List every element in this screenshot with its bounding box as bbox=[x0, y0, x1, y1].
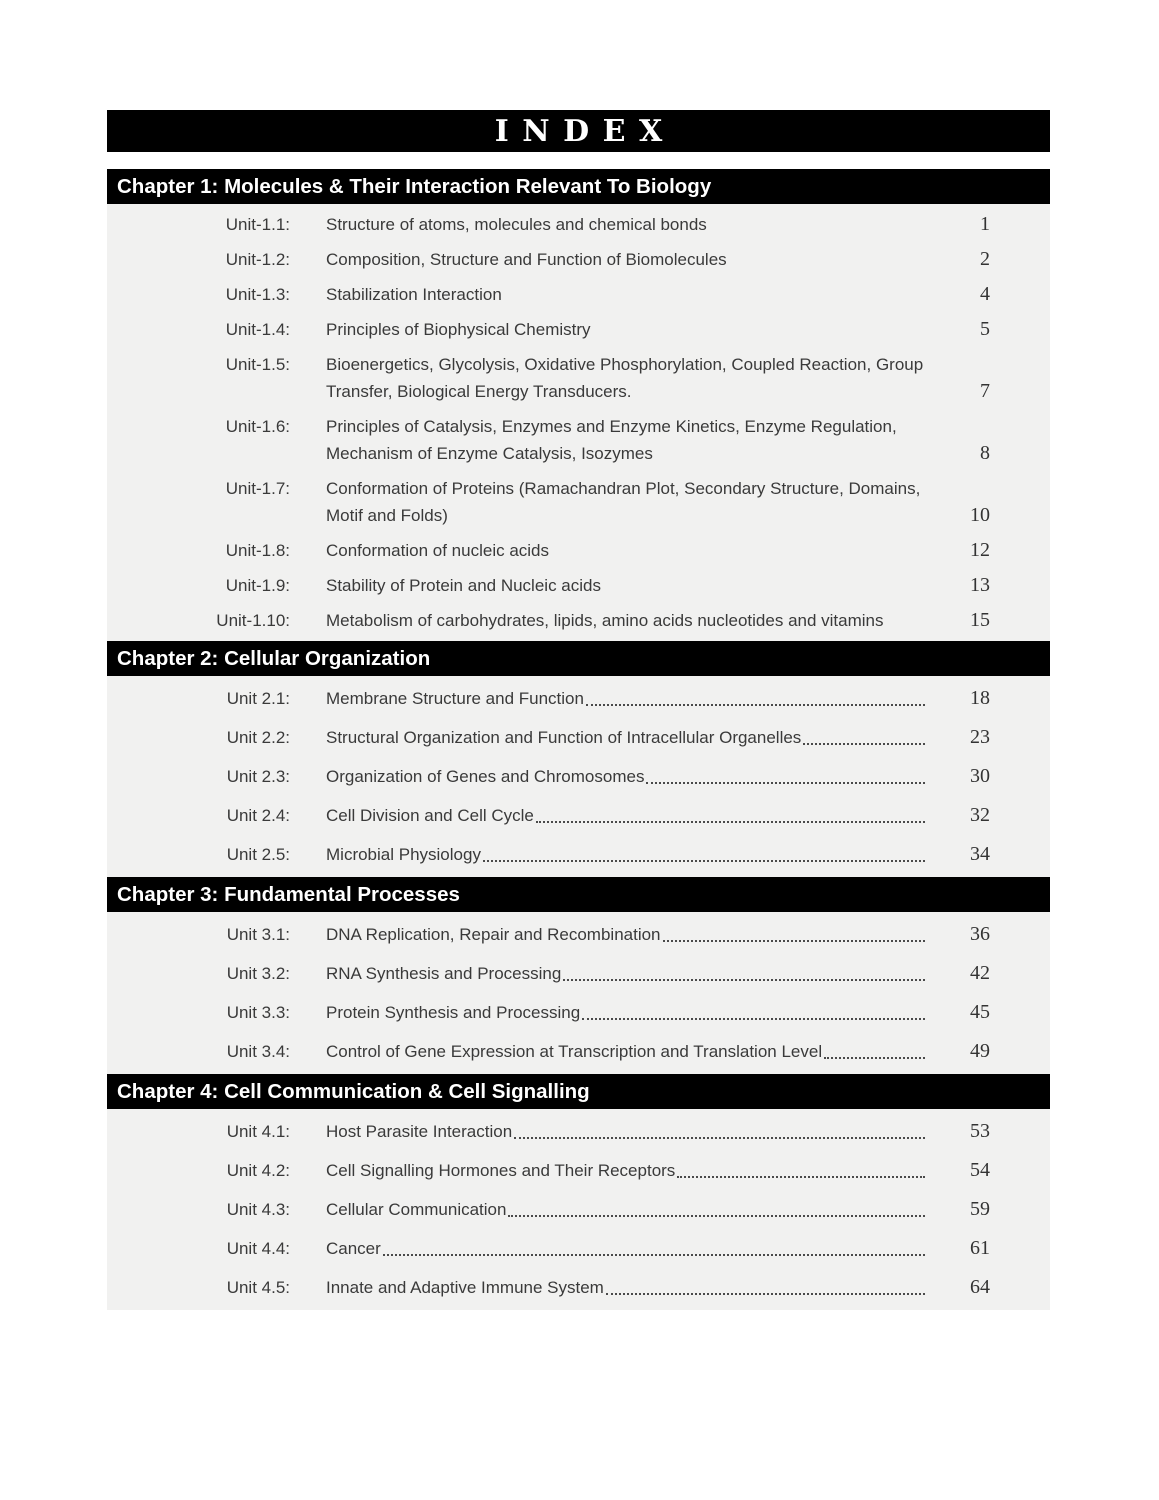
unit-title: Metabolism of carbohydrates, lipids, amino acids nucleotides and vitamins bbox=[326, 611, 884, 630]
page-number: 42 bbox=[970, 962, 990, 984]
unit-title: Stabilization Interaction bbox=[326, 285, 502, 304]
unit-row bbox=[107, 568, 1050, 603]
unit-row bbox=[107, 796, 1050, 835]
unit-title: Stability of Protein and Nucleic acids bbox=[326, 576, 601, 595]
page-number: 2 bbox=[980, 248, 990, 270]
page-number: 10 bbox=[970, 504, 990, 526]
page-number: 15 bbox=[970, 609, 990, 631]
unit-label: Unit-1.4: bbox=[225, 320, 290, 339]
dot-leader bbox=[483, 860, 925, 862]
unit-row bbox=[107, 1268, 1050, 1307]
chapter-units bbox=[107, 204, 1050, 641]
unit-title: Cellular Communication bbox=[326, 1200, 507, 1219]
unit-title: Microbial Physiology bbox=[326, 845, 481, 864]
unit-title: Conformation of nucleic acids bbox=[326, 541, 550, 560]
unit-label: Unit 3.3: bbox=[226, 1003, 290, 1022]
index-title-bar bbox=[107, 110, 1050, 152]
unit-label: Unit 2.1: bbox=[226, 689, 290, 708]
unit-row bbox=[107, 1229, 1050, 1268]
dot-leader bbox=[563, 979, 925, 981]
page-number: 64 bbox=[970, 1276, 990, 1298]
chapter-heading-bar bbox=[107, 641, 1050, 676]
unit-row bbox=[107, 347, 1050, 409]
dot-leader bbox=[824, 1057, 925, 1059]
dot-leader bbox=[536, 821, 925, 823]
unit-label: Unit-1.8: bbox=[225, 541, 290, 560]
chapter-units bbox=[107, 676, 1050, 877]
unit-entry bbox=[326, 763, 928, 790]
chapter-section bbox=[107, 169, 1050, 641]
unit-entry bbox=[326, 1235, 928, 1262]
unit-title: Conformation of Proteins (Ramachandran Plot, Secondary Structure, Domains, Motif and Folds) bbox=[326, 479, 921, 525]
unit-row bbox=[107, 312, 1050, 347]
dot-leader bbox=[508, 1215, 925, 1217]
unit-title: Membrane Structure and Function bbox=[326, 689, 584, 708]
page-number: 32 bbox=[970, 804, 990, 826]
unit-label: Unit-1.1: bbox=[225, 215, 290, 234]
chapter-heading-bar bbox=[107, 877, 1050, 912]
unit-entry bbox=[326, 1274, 928, 1301]
dot-leader bbox=[646, 782, 925, 784]
unit-entry bbox=[326, 413, 928, 467]
unit-entry bbox=[326, 1196, 928, 1223]
unit-title: RNA Synthesis and Processing bbox=[326, 964, 562, 983]
unit-label: Unit-1.7: bbox=[225, 479, 290, 498]
unit-row bbox=[107, 1190, 1050, 1229]
unit-label: Unit-1.5: bbox=[225, 355, 290, 374]
unit-label: Unit-1.10: bbox=[216, 611, 290, 630]
unit-entry bbox=[326, 316, 928, 343]
unit-row bbox=[107, 242, 1050, 277]
unit-entry bbox=[326, 724, 928, 751]
unit-row bbox=[107, 1032, 1050, 1071]
unit-entry bbox=[326, 1118, 928, 1145]
unit-entry bbox=[326, 607, 928, 634]
chapter-heading-bar bbox=[107, 169, 1050, 204]
unit-label: Unit 4.3: bbox=[226, 1200, 290, 1219]
unit-label: Unit 2.3: bbox=[226, 767, 290, 786]
unit-title: Host Parasite Interaction bbox=[326, 1122, 513, 1141]
chapter-heading-bar bbox=[107, 1074, 1050, 1109]
unit-title: Organization of Genes and Chromosomes bbox=[326, 767, 645, 786]
index-content-column bbox=[107, 110, 1050, 1310]
unit-row bbox=[107, 1112, 1050, 1151]
dot-leader bbox=[606, 1293, 925, 1295]
chapter-units bbox=[107, 1109, 1050, 1310]
chapter-units bbox=[107, 912, 1050, 1074]
unit-label: Unit 4.1: bbox=[226, 1122, 290, 1141]
unit-entry bbox=[326, 1157, 928, 1184]
unit-title: Principles of Catalysis, Enzymes and Enzyme Kinetics, Enzyme Regulation, Mechanism of Enzyme Catalysis, Isozymes bbox=[326, 417, 897, 463]
unit-label: Unit 4.4: bbox=[226, 1239, 290, 1258]
unit-entry bbox=[326, 999, 928, 1026]
unit-title: Structure of atoms, molecules and chemical bonds bbox=[326, 215, 707, 234]
unit-entry bbox=[326, 281, 928, 308]
unit-row bbox=[107, 409, 1050, 471]
unit-row bbox=[107, 207, 1050, 242]
page-number: 53 bbox=[970, 1120, 990, 1142]
unit-label: Unit 3.2: bbox=[226, 964, 290, 983]
page-number: 36 bbox=[970, 923, 990, 945]
chapter-heading-label: Chapter 3: Fundamental Processes bbox=[117, 882, 460, 906]
page-title: INDEX bbox=[494, 113, 676, 149]
page-number: 30 bbox=[970, 765, 990, 787]
unit-label: Unit 3.4: bbox=[226, 1042, 290, 1061]
unit-row bbox=[107, 533, 1050, 568]
unit-row bbox=[107, 718, 1050, 757]
unit-row bbox=[107, 954, 1050, 993]
unit-label: Unit-1.2: bbox=[225, 250, 290, 269]
unit-entry bbox=[326, 475, 928, 529]
unit-row bbox=[107, 1151, 1050, 1190]
unit-entry bbox=[326, 802, 928, 829]
unit-entry bbox=[326, 685, 928, 712]
chapter-heading-label: Chapter 2: Cellular Organization bbox=[117, 646, 431, 670]
chapters-list bbox=[107, 169, 1050, 1310]
dot-leader bbox=[586, 704, 925, 706]
page-number: 13 bbox=[970, 574, 990, 596]
unit-label: Unit 2.4: bbox=[226, 806, 290, 825]
unit-title: Innate and Adaptive Immune System bbox=[326, 1278, 604, 1297]
unit-title: Cell Signalling Hormones and Their Receptors bbox=[326, 1161, 676, 1180]
page-number: 49 bbox=[970, 1040, 990, 1062]
unit-row bbox=[107, 603, 1050, 638]
page-number: 12 bbox=[970, 539, 990, 561]
unit-entry bbox=[326, 537, 928, 564]
unit-title: Principles of Biophysical Chemistry bbox=[326, 320, 591, 339]
dot-leader bbox=[383, 1254, 925, 1256]
chapter-section bbox=[107, 877, 1050, 1074]
unit-title: Cancer bbox=[326, 1239, 381, 1258]
page-number: 59 bbox=[970, 1198, 990, 1220]
chapter-heading-label: Chapter 1: Molecules & Their Interaction Relevant To Biology bbox=[117, 174, 712, 198]
unit-label: Unit 2.2: bbox=[226, 728, 290, 747]
page-number: 45 bbox=[970, 1001, 990, 1023]
page-number: 54 bbox=[970, 1159, 990, 1181]
page-number: 5 bbox=[980, 318, 990, 340]
unit-entry bbox=[326, 351, 928, 405]
page-number: 4 bbox=[980, 283, 990, 305]
unit-entry bbox=[326, 1038, 928, 1065]
unit-entry bbox=[326, 211, 928, 238]
page-number: 18 bbox=[970, 687, 990, 709]
unit-label: Unit-1.3: bbox=[225, 285, 290, 304]
page-number: 34 bbox=[970, 843, 990, 865]
dot-leader bbox=[663, 940, 925, 942]
unit-row bbox=[107, 757, 1050, 796]
page-number: 1 bbox=[980, 213, 990, 235]
unit-title: Protein Synthesis and Processing bbox=[326, 1003, 581, 1022]
unit-label: Unit 4.5: bbox=[226, 1278, 290, 1297]
page-number: 23 bbox=[970, 726, 990, 748]
page-number: 7 bbox=[980, 380, 990, 402]
chapter-heading-label: Chapter 4: Cell Communication & Cell Signalling bbox=[117, 1079, 590, 1103]
unit-title: Control of Gene Expression at Transcription and Translation Level bbox=[326, 1042, 823, 1061]
unit-label: Unit-1.9: bbox=[225, 576, 290, 595]
unit-row bbox=[107, 471, 1050, 533]
unit-label: Unit 3.1: bbox=[226, 925, 290, 944]
unit-row bbox=[107, 915, 1050, 954]
unit-title: Cell Division and Cell Cycle bbox=[326, 806, 534, 825]
unit-row bbox=[107, 835, 1050, 874]
page-number: 8 bbox=[980, 442, 990, 464]
unit-entry bbox=[326, 841, 928, 868]
dot-leader bbox=[514, 1137, 925, 1139]
unit-entry bbox=[326, 246, 928, 273]
unit-entry bbox=[326, 960, 928, 987]
dot-leader bbox=[803, 743, 925, 745]
unit-label: Unit-1.6: bbox=[225, 417, 290, 436]
unit-title: DNA Replication, Repair and Recombination bbox=[326, 925, 661, 944]
page-number: 61 bbox=[970, 1237, 990, 1259]
unit-row bbox=[107, 679, 1050, 718]
chapter-section bbox=[107, 1074, 1050, 1310]
unit-title: Bioenergetics, Glycolysis, Oxidative Phosphorylation, Coupled Reaction, Group Transfer, Biological Energy Transducers. bbox=[326, 355, 924, 401]
unit-label: Unit 2.5: bbox=[226, 845, 290, 864]
dot-leader bbox=[582, 1018, 925, 1020]
unit-title: Structural Organization and Function of Intracellular Organelles bbox=[326, 728, 802, 747]
unit-label: Unit 4.2: bbox=[226, 1161, 290, 1180]
unit-entry bbox=[326, 572, 928, 599]
unit-row bbox=[107, 993, 1050, 1032]
unit-title: Composition, Structure and Function of Biomolecules bbox=[326, 250, 727, 269]
unit-row bbox=[107, 277, 1050, 312]
dot-leader bbox=[677, 1176, 925, 1178]
unit-entry bbox=[326, 921, 928, 948]
chapter-section bbox=[107, 641, 1050, 877]
